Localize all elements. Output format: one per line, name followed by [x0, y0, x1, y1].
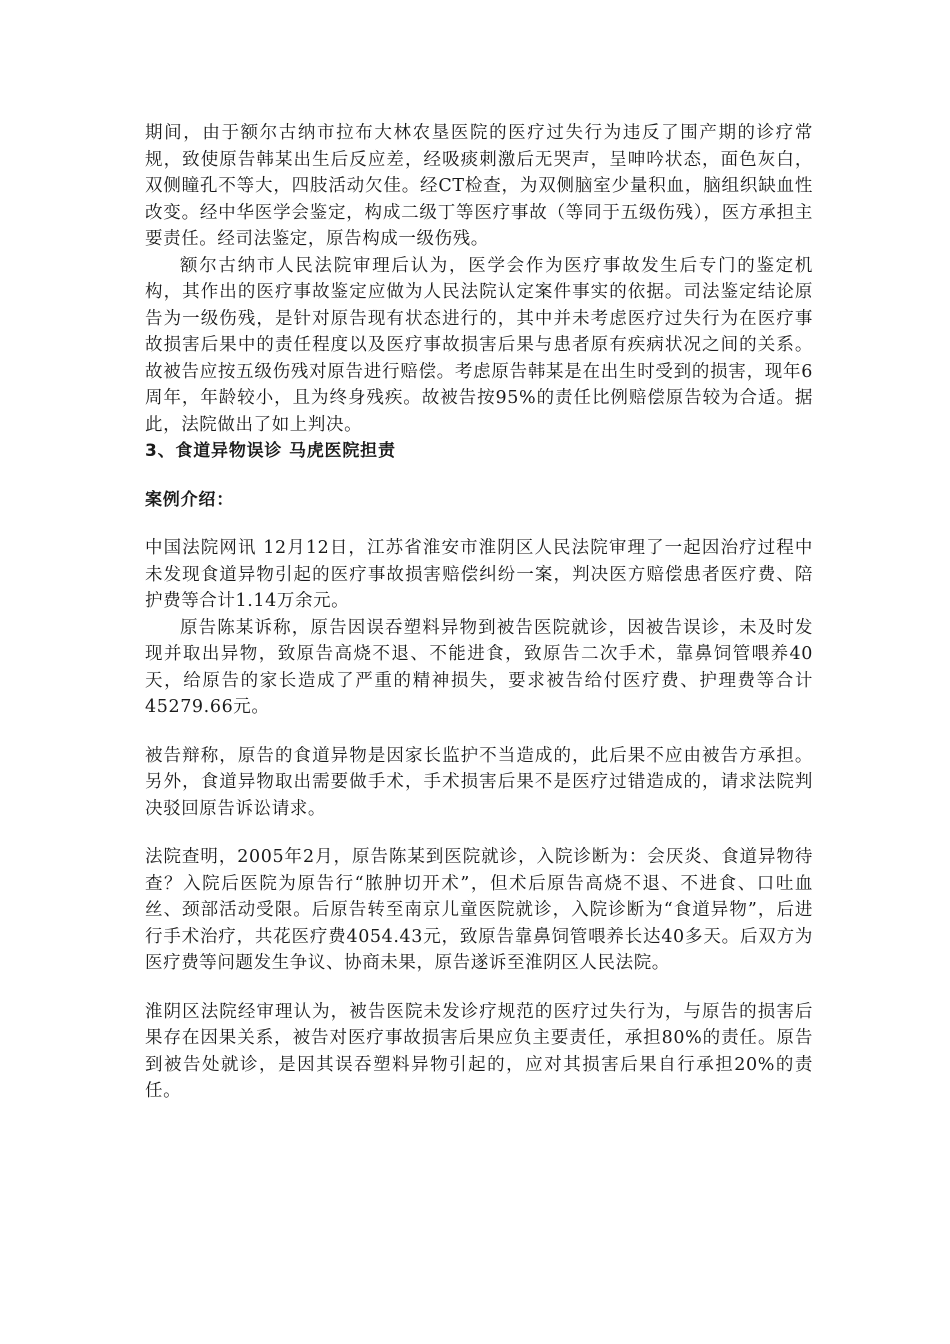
section-heading: 3、食道异物误诊 马虎医院担责 [145, 441, 396, 461]
body-paragraph: 法院查明，2005年2月，原告陈某到医院就诊，入院诊断为：会厌炎、食道异物待查？入院后医院为原告行“脓肿切开术”，但术后原告高烧不退、不进食、口吐血丝、颈部活动受限。后原告转至南京儿童医院就诊，入院诊断为“食道异物”，后进行手术治疗，共花医疗费4054.43元，致原告靠鼻饲管喂养长达40多天。后双方为医疗费等问题发生争议、协商未果，原告遂诉至淮阴区人民法院。 [145, 847, 813, 973]
body-paragraph: 原告陈某诉称，原告因误吞塑料异物到被告医院就诊，因被告误诊，未及时发现并取出异物，致原告高烧不退、不能进食，致原告二次手术，靠鼻饲管喂养40天，给原告的家长造成了严重的精神损失，要求被告给付医疗费、护理费等合计45279.66元。 [145, 617, 813, 717]
document-page [145, 120, 813, 1105]
body-paragraph: 额尔古纳市人民法院审理后认为，医学会作为医疗事故发生后专门的鉴定机构，其作出的医疗事故鉴定应做为人民法院认定案件事实的依据。司法鉴定结论原告为一级伤残，是针对原告现有状态进行的，其中并未考虑医疗过失行为在医疗事故损害后果中的责任程度以及医疗事故损害后果与患者原有疾病状况之间的关系。故被告应按五级伤残对原告进行赔偿。考虑原告韩某是在出生时受到的损害，现年6周年，年龄较小，且为终身残疾。故被告按95%的责任比例赔偿原告较为合适。据此，法院做出了如上判决。 [145, 255, 813, 435]
body-paragraph: 淮阴区法院经审理认为，被告医院未发诊疗规范的医疗过失行为，与原告的损害后果存在因果关系，被告对医疗事故损害后果应负主要责任，承担80%的责任。原告到被告处就诊，是因其误吞塑料异物引起的，应对其损害后果自行承担20%的责任。 [145, 1001, 813, 1101]
case-intro-label: 案例介绍： [145, 489, 234, 510]
body-paragraph: 期间，由于额尔古纳市拉布大林农垦医院的医疗过失行为违反了围产期的诊疗常规，致使原告韩某出生后反应差，经吸痰刺激后无哭声，呈呻吟状态，面色灰白，双侧瞳孔不等大，四肢活动欠佳。经CT检查，为双侧脑室少量积血，脑组织缺血性改变。经中华医学会鉴定，构成二级丁等医疗事故（等同于五级伤残），医方承担主要责任。经司法鉴定，原告构成一级伤残。 [145, 123, 813, 249]
body-paragraph: 中国法院网讯 12月12日，江苏省淮安市淮阴区人民法院审理了一起因治疗过程中未发现食道异物引起的医疗事故损害赔偿纠纷一案，判决医方赔偿患者医疗费、陪护费等合计1.14万余元。 [145, 538, 813, 611]
body-paragraph: 被告辩称，原告的食道异物是因家长监护不当造成的，此后果不应由被告方承担。另外，食道异物取出需要做手术，手术损害后果不是医疗过错造成的，请求法院判决驳回原告诉讼请求。 [145, 745, 813, 819]
